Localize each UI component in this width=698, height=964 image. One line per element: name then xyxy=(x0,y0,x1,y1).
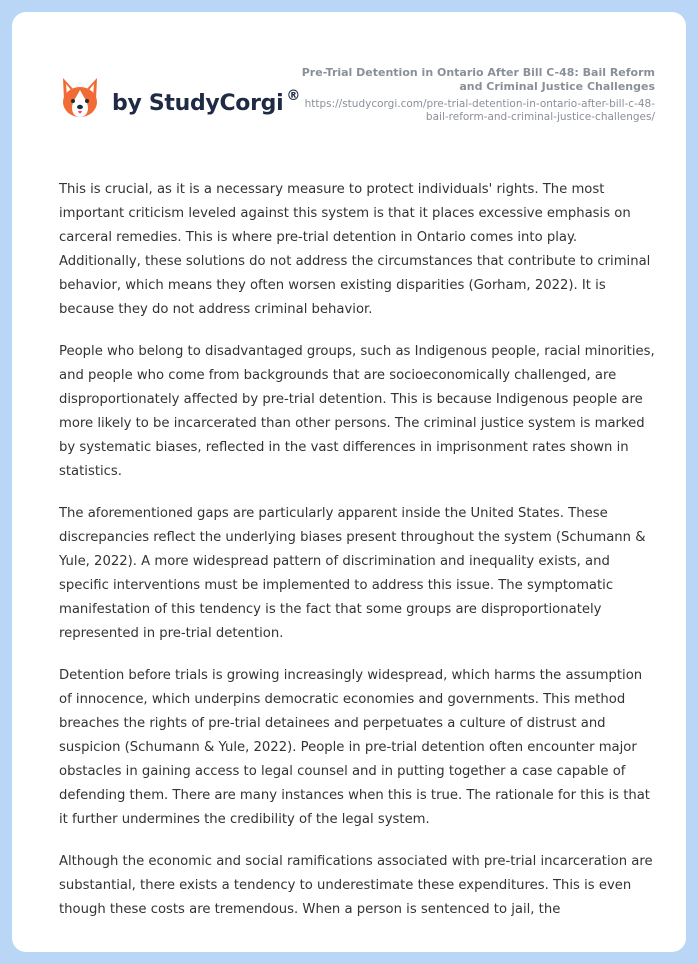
document-page xyxy=(12,12,686,952)
brand-name: by StudyCorgi ® xyxy=(112,87,301,116)
registered-mark: ® xyxy=(286,87,301,104)
document-title: Pre-Trial Detention in Ontario After Bill C-48: Bail Reform and Criminal Justice Challenges xyxy=(301,66,655,93)
paragraph: People who belong to disadvantaged groups, such as Indigenous people, racial minorities, and people who come from backgrounds that are socioeconomically challenged, are disproportionately affected by pre-trial detention. This is because Indigenous people are more likely to be incarcerated than other persons. The criminal justice system is marked by systematic biases, reflected in the vast differences in imprisonment rates shown in statistics. xyxy=(59,344,655,479)
paragraph: Although the economic and social ramifications associated with pre-trial incarceration are substantial, there exists a tendency to underestimate these expenditures. This is even though these costs are tremendous. When a person is sentenced to jail, the xyxy=(59,854,653,917)
paragraph: This is crucial, as it is a necessary measure to protect individuals' rights. The most important criticism leveled against this system is that it places excessive emphasis on carceral remedies. This is where pre-trial detention in Ontario comes into play. Additionally, these solutions do not address the circumstances that contribute to criminal behavior, which means they often worsen existing disparities (Gorham, 2022). It is because they do not address criminal behavior. xyxy=(59,182,651,317)
document-url[interactable]: https://studycorgi.com/pre-trial-detention-in-ontario-after-bill-c-48-bail-reform-and-criminal-justice-challenges/ xyxy=(304,98,655,123)
paragraph: The aforementioned gaps are particularly apparent inside the United States. These discrepancies reflect the underlying biases present throughout the system (Schumann & Yule, 2022). A more widespread pattern of discrimination and inequality exists, and specific interventions must be implemented to address this issue. The symptomatic manifestation of this tendency is the fact that some groups are disproportionately represented in pre-trial detention. xyxy=(59,506,646,641)
paragraph: Detention before trials is growing increasingly widespread, which harms the assumption of innocence, which underpins democratic economies and governments. This method breaches the rights of pre-trial detainees and perpetuates a culture of distrust and suspicion (Schumann & Yule, 2022). People in pre-trial detention often encounter major obstacles in gaining access to legal counsel and in putting together a case capable of defending them. There are many instances when this is true. The rationale for this is that it further undermines the credibility of the legal system. xyxy=(59,668,650,827)
document-body xyxy=(59,178,659,940)
document-meta xyxy=(295,66,655,124)
corgi-logo-icon xyxy=(60,76,100,120)
studycorgi-logo[interactable] xyxy=(60,76,300,120)
